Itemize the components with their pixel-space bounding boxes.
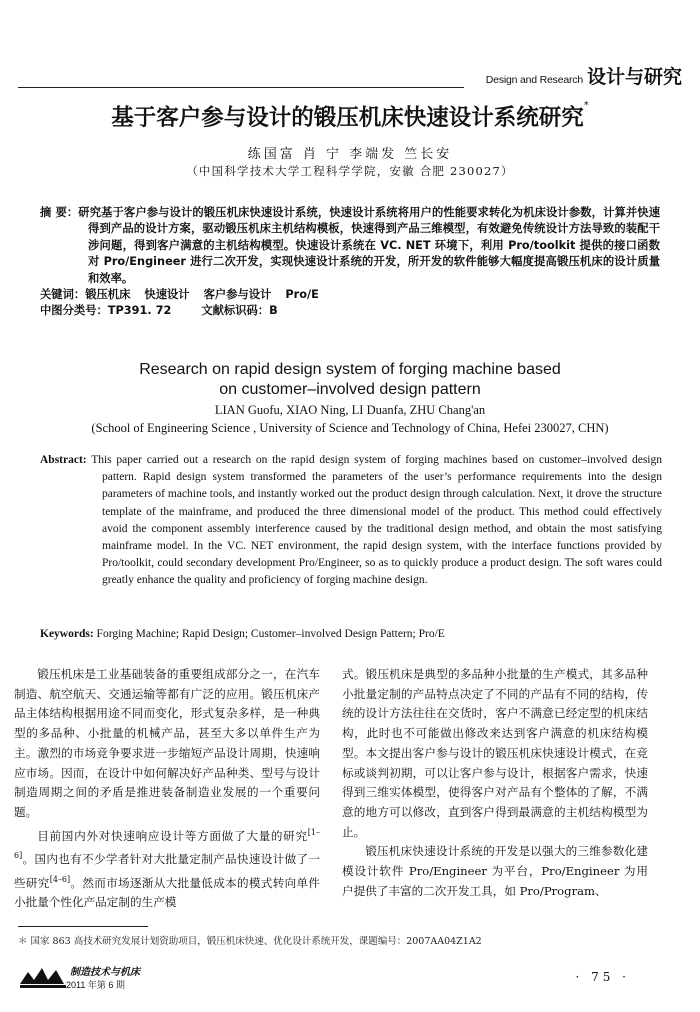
english-abstract-paragraph xyxy=(40,452,662,590)
classification-line xyxy=(40,303,660,319)
body-column-right xyxy=(342,665,648,901)
body-paragraph: 锻压机床快速设计系统的开发是以强大的三维参数化建模设计软件 Pro/Engineer 为平台，Pro/Engineer 为用户提供了丰富的二次开发工具，如 Pro/Program、 xyxy=(342,844,648,898)
clc-label: 中图分类号： xyxy=(40,304,108,318)
journal-issue: 2011 年第 6 期 xyxy=(66,980,125,990)
english-keywords xyxy=(40,628,662,640)
journal-name: 制造技术与机床 xyxy=(70,967,140,978)
keyword: 锻压机床 xyxy=(85,288,131,302)
body-text: 。然而市场逐渐从大批量低成本的模式转向单件小批量个性化产品定制的生产模 xyxy=(14,875,320,910)
keywords-line xyxy=(40,287,660,303)
paper-title xyxy=(0,100,700,132)
authors: 练国富 肖 宁 李端发 竺长安 xyxy=(247,147,453,162)
body-text: 。国内也有不少学者针对大批量定制产品快速设计做了一些研究 xyxy=(14,852,320,890)
body-paragraph xyxy=(14,823,320,913)
keywords-label: 关键词： xyxy=(40,288,86,302)
body-paragraph: 式。锻压机床是典型的多品种小批量的生产模式，其多品种小批量定制的产品特点决定了不同的产品有不同的结构，传统的设计方法往往在交货时，客户不满意已经定型的机床结构，此时也不可能做出修改来达到客户满意的机床结构模型。本文提出客户参与设计的锻压机床快速设计模式，在竞标或谈判初期，可以让客户参与设计，根据客户需求，快速得到三维实体模型，使得客户对产品有个整体的了解，不满意的地方可以修改，直到客户得到最满意的主机结构模型为止。 xyxy=(342,667,648,839)
footnote: ＊ 国家 863 高技术研究发展计划资助项目，锻压机床快速、优化设计系统开发，课题编号：2007AA04Z1A2 xyxy=(18,936,482,947)
citation: [1–6] xyxy=(14,827,320,861)
paper-title-text: 基于客户参与设计的锻压机床快速设计系统研究 xyxy=(111,105,584,131)
chinese-abstract xyxy=(40,205,660,320)
abstract-label: 摘 要： xyxy=(40,206,79,219)
footnote-rule xyxy=(18,926,148,927)
header-chinese: 设计与研究 xyxy=(586,66,682,88)
header-english: Design and Research xyxy=(485,74,583,86)
doc-code: B xyxy=(269,304,278,318)
english-abstract xyxy=(40,452,662,590)
english-keywords-label: Keywords: xyxy=(40,628,94,640)
body-paragraph: 锻压机床是工业基础装备的重要组成部分之一，在汽车制造、航空航天、交通运输等都有广泛的应用。锻压机床产品主体结构根据用途不同而变化，形式复杂多样，是一种典型的多品种、小批量的机械产品，甚至大多以单件生产为主。激烈的市场竞争要求进一步缩短产品设计周期，快速响应市场。因而，在设计中如何解决好产品种类、型号与设计制造周期之间的矛盾是推进装备制造业发展的一个重要问题。 xyxy=(14,667,320,819)
english-title xyxy=(0,360,700,400)
keyword: 快速设计 xyxy=(144,288,190,302)
english-abstract-label: Abstract: xyxy=(40,454,87,466)
english-authors: LIAN Guofu, XIAO Ning, LI Duanfa, ZHU Chang'an xyxy=(214,403,486,417)
keyword: 客户参与设计 xyxy=(203,288,272,302)
english-abstract-text: This paper carried out a research on the rapid design system of forging machines based on customer–involved design pattern. Rapid design system transformed the parameters of the user’s performance requirements into the design parameters of machine tools, and instantly worked out the product design through calculation. Next, it drove the structure template of the mainframe, and produced the three dimensional model of the product. This method could effectively avoid the component assembly interference caused by the traditional design method, and obtain the most satisfying mainframe model. In the VC. NET environment, the rapid design system, with the interface functions provided by Pro/toolkit, could secondary development Pro/Engineer, so as to quickly produce a product design. The soft wares could greatly enhance the quality and proficiency of forging machine design. xyxy=(91,454,662,587)
english-affiliation: (School of Engineering Science , University of Science and Technology of China, Hefei 230027, CHN) xyxy=(91,421,609,435)
page-number: · 75 · xyxy=(575,970,630,984)
body-column-left xyxy=(14,665,320,913)
header-rule xyxy=(18,87,464,88)
abstract-text: 研究基于客户参与设计的锻压机床快速设计系统，快速设计系统将用户的性能要求转化为机床设计参数，计算并快速得到产品的设计方案，驱动锻压机床主机结构模板，快速得到产品三维模型，有效避免传统设计方法导致的装配干涉问题，得到客户满意的主机结构模型。快速设计系统在 VC. NET 环境下，利用 Pro/toolkit 提供的接口函数对 Pro/Engineer 进行二次开发，实现快速设计系统的开发，所开发的软件能够大幅度提高锻压机床的设计质量和效率。 xyxy=(78,206,660,285)
abstract-paragraph xyxy=(40,205,660,287)
english-title-line1: Research on rapid design system of forging machine based xyxy=(139,361,561,378)
body-text: 目前国内外对快速响应设计等方面做了大量的研究 xyxy=(37,828,308,843)
title-footnote-mark: * xyxy=(583,100,589,111)
affiliation: （中国科学技术大学工程科学学院，安徽 合肥 230027） xyxy=(186,164,514,178)
english-keywords-text: Forging Machine; Rapid Design; Customer–involved Design Pattern; Pro/E xyxy=(96,628,445,640)
doc-code-label: 文献标识码： xyxy=(201,304,270,318)
running-header xyxy=(486,62,682,89)
citation: [4–6] xyxy=(49,874,71,884)
english-title-line2: on customer–involved design pattern xyxy=(219,381,481,398)
clc-code: TP391. 72 xyxy=(107,304,172,318)
keyword: Pro/E xyxy=(285,288,319,302)
